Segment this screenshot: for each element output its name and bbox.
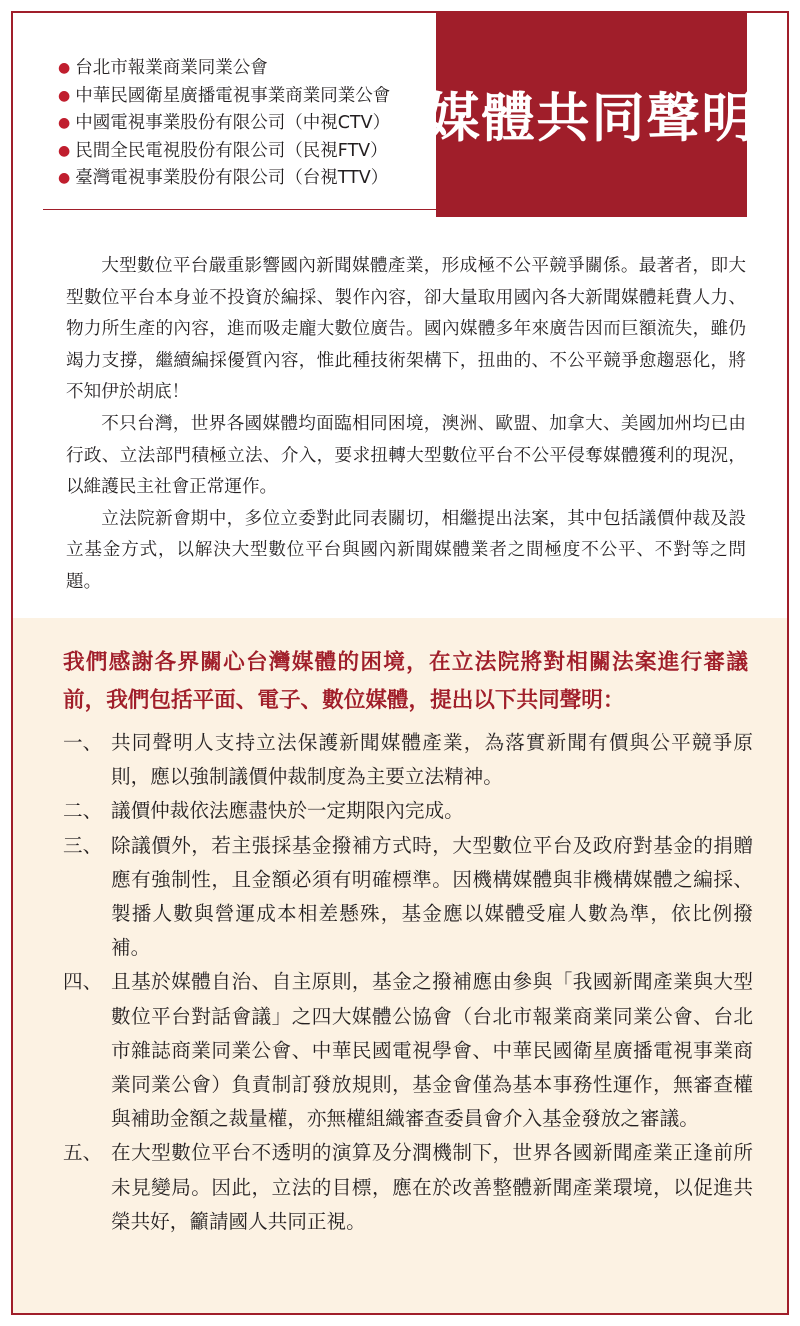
point-number: 四、	[63, 970, 103, 994]
organization-item	[58, 110, 390, 138]
organization-name: 中華民國衛星廣播電視事業商業同業公會	[75, 85, 391, 106]
statement-point	[63, 965, 753, 1136]
statement-point	[63, 794, 753, 828]
bullet-icon: ●	[58, 115, 71, 132]
statement-points	[63, 726, 753, 1239]
point-text: 且基於媒體自治、自主原則，基金之撥補應由參與「我國新聞產業與大型數位平台對話會議」之四大媒體公協會（台北市報業商業同業公會、台北市雜誌商業同業公會、中華民國電視學會、中華民國衛星廣播電視事業商業同業公會）負責制訂發放規則，基金會僅為基本事務性運作，無審查權與補助金額之裁量權，亦無權組織審查委員會介入基金發放之審議。	[111, 970, 753, 1131]
announcement-frame	[11, 11, 789, 1315]
statement-section	[13, 618, 787, 1313]
point-text: 除議價外，若主張採基金撥補方式時，大型數位平台及政府對基金的捐贈應有強制性，且金額必須有明確標準。因機構媒體與非機構媒體之編採、製播人數與營運成本相差懸殊，基金應以媒體受雇人數為準，依比例撥補。	[111, 833, 753, 960]
point-number: 二、	[63, 799, 103, 823]
organization-item	[58, 138, 390, 166]
point-text: 在大型數位平台不透明的演算及分潤機制下，世界各國新聞產業正逢前所未見變局。因此，立法的目標，應在於改善整體新聞產業環境，以促進共榮共好，籲請國人共同正視。	[111, 1141, 753, 1233]
organization-name: 民間全民電視股份有限公司（民視FTV）	[75, 140, 388, 161]
statement-lead: 我們感謝各界關心台灣媒體的困境，在立法院將對相關法案進行審議前，我們包括平面、電子、數位媒體，提出以下共同聲明：	[63, 650, 748, 713]
organization-name: 臺灣電視事業股份有限公司（台視TTV）	[75, 168, 389, 189]
organization-list	[58, 55, 390, 193]
header-divider	[43, 209, 463, 210]
intro-section	[66, 251, 746, 599]
statement-point	[63, 726, 753, 794]
point-number: 三、	[63, 833, 103, 857]
organization-item	[58, 83, 390, 111]
statement-point	[63, 1136, 753, 1239]
point-number: 一、	[63, 731, 103, 754]
point-number: 五、	[63, 1141, 103, 1165]
bullet-icon: ●	[58, 60, 71, 76]
point-text: 共同聲明人支持立法保護新聞媒體產業，為落實新聞有價與公平競爭原則，應以強制議價仲裁制度為主要立法精神。	[111, 731, 753, 789]
title-banner	[426, 11, 757, 217]
bullet-icon: ●	[58, 170, 71, 187]
intro-paragraph: 大型數位平台嚴重影響國內新聞媒體產業，形成極不公平競爭關係。最著者，即大型數位平台本身並不投資於編採、製作內容，卻大量取用國內各大新聞媒體耗費人力、物力所生產的內容，進而吸走龐大數位廣告。國內媒體多年來廣告因而巨額流失，雖仍竭力支撐，繼續編採優質內容，惟此種技術架構下，扭曲的、不公平競爭愈趨惡化，將不知伊於胡底！	[66, 256, 746, 403]
bullet-icon: ●	[58, 87, 71, 104]
bullet-icon: ●	[58, 142, 71, 159]
intro-paragraph: 不只台灣，世界各國媒體均面臨相同困境，澳洲、歐盟、加拿大、美國加州均已由行政、立法部門積極立法、介入，要求扭轉大型數位平台不公平侵奪媒體獲利的現況，以維護民主社會正常運作。	[66, 413, 746, 498]
organization-name: 台北市報業商業同業公會	[75, 58, 268, 78]
organization-item	[58, 55, 390, 83]
point-text: 議價仲裁依法應盡快於一定期限內完成。	[111, 799, 464, 823]
intro-paragraph: 立法院新會期中，多位立委對此同表關切，相繼提出法案，其中包括議價仲裁及設立基金方式，以解決大型數位平台與國內新聞媒體業者之間極度不公平、不對等之問題。	[66, 508, 746, 592]
page-title: 媒體共同聲明	[426, 88, 757, 149]
statement-point	[63, 829, 753, 966]
organization-item	[58, 165, 390, 193]
organization-name: 中國電視事業股份有限公司（中視CTV）	[75, 113, 391, 134]
